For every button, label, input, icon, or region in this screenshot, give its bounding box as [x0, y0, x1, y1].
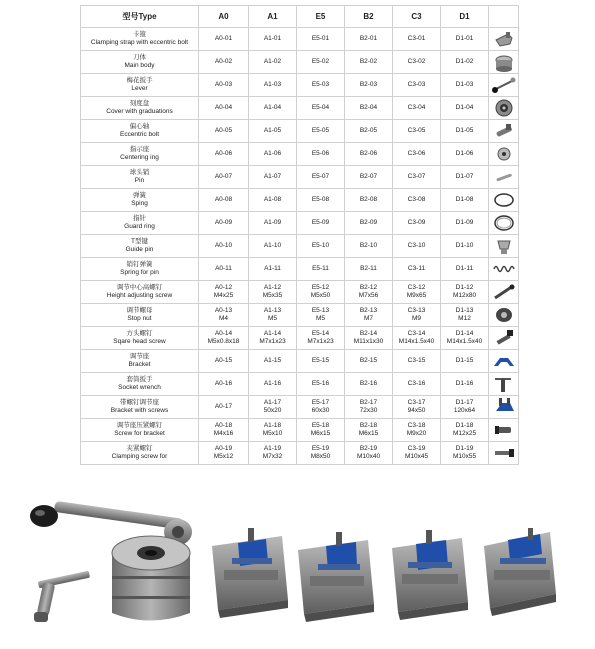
part-number-cell: D1-17 120x64	[441, 396, 489, 419]
part-number-cell: A1-07	[249, 166, 297, 189]
part-number-cell: A0-03	[199, 74, 249, 97]
header-e5: E5	[297, 6, 345, 28]
part-image-cell	[489, 28, 519, 51]
part-name-en: Bracket with screws	[110, 407, 169, 414]
part-number-cell: D1-16	[441, 373, 489, 396]
part-name	[81, 189, 199, 212]
part-number-cell: A0-15	[199, 350, 249, 373]
part-number-cell: A0-02	[199, 51, 249, 74]
part-number-cell: B2-06	[345, 143, 393, 166]
part-number-cell: B2-04	[345, 97, 393, 120]
part-number-cell: B2-16	[345, 373, 393, 396]
part-name-cn: 销钉弹簧	[126, 261, 153, 268]
part-name	[81, 373, 199, 396]
part-name	[81, 28, 199, 51]
header-a1: A1	[249, 6, 297, 28]
table-row	[81, 143, 519, 166]
part-number-cell: A1-10	[249, 235, 297, 258]
part-name-cn: 调节座	[129, 353, 150, 360]
part-name	[81, 235, 199, 258]
part-number-cell: B2-18 M6x15	[345, 419, 393, 442]
part-number-cell: D1-18 M12x25	[441, 419, 489, 442]
holder-1-icon	[212, 528, 288, 618]
part-number-cell: A1-05	[249, 120, 297, 143]
part-number-cell: D1-09	[441, 212, 489, 235]
part-number-cell: C3-13 M9	[393, 304, 441, 327]
part-number-cell: D1-13 M12	[441, 304, 489, 327]
table-row	[81, 212, 519, 235]
part-name	[81, 442, 199, 465]
part-image-cell	[489, 235, 519, 258]
table-row	[81, 235, 519, 258]
table-row	[81, 74, 519, 97]
part-number-cell: A1-03	[249, 74, 297, 97]
part-name-en: Guard ring	[124, 223, 155, 230]
part-number-cell: A1-06	[249, 143, 297, 166]
graduated-cover-icon	[490, 97, 518, 119]
part-number-cell: E5-12 M5x50	[297, 281, 345, 304]
part-number-cell: D1-07	[441, 166, 489, 189]
part-name-en: Lever	[131, 85, 148, 92]
part-number-cell: A0-09	[199, 212, 249, 235]
part-number-cell: D1-04	[441, 97, 489, 120]
header-image	[489, 6, 519, 28]
guide-pin-icon	[490, 235, 518, 257]
part-number-cell: C3-15	[393, 350, 441, 373]
part-number-cell: E5-02	[297, 51, 345, 74]
part-name-cn: 套筒扳手	[126, 376, 153, 383]
table-header-row	[81, 6, 519, 28]
part-name-en: Spring for pin	[120, 269, 159, 276]
part-name	[81, 327, 199, 350]
lever-icon	[490, 74, 518, 96]
part-number-cell: A0-12 M4x25	[199, 281, 249, 304]
square-head-screw-icon	[490, 327, 518, 349]
table-row	[81, 28, 519, 51]
part-number-cell: D1-15	[441, 350, 489, 373]
part-number-cell: A1-14 M7x1x23	[249, 327, 297, 350]
part-number-cell: B2-11	[345, 258, 393, 281]
part-number-cell: B2-13 M7	[345, 304, 393, 327]
part-name-en: Screw for bracket	[114, 430, 165, 437]
part-name-cn: 夹紧螺钉	[126, 445, 153, 452]
part-name-en: Eccentric bolt	[119, 131, 160, 138]
part-name-cn: 调节螺母	[126, 307, 153, 314]
part-number-cell: A1-02	[249, 51, 297, 74]
part-number-cell: C3-10	[393, 235, 441, 258]
main-body-icon	[490, 51, 518, 73]
part-name-en: Bracket	[128, 361, 151, 368]
part-image-cell	[489, 419, 519, 442]
part-number-cell: A1-15	[249, 350, 297, 373]
part-image-cell	[489, 442, 519, 465]
table-row	[81, 166, 519, 189]
part-number-cell: D1-08	[441, 189, 489, 212]
eccentric-bolt-icon	[490, 120, 518, 142]
tool-post-icon	[30, 501, 192, 621]
table-row	[81, 258, 519, 281]
part-number-cell: B2-14 M11x1x30	[345, 327, 393, 350]
part-number-cell: A0-04	[199, 97, 249, 120]
pin-icon	[490, 166, 518, 188]
part-number-cell: D1-11	[441, 258, 489, 281]
part-number-cell: C3-08	[393, 189, 441, 212]
part-number-cell: D1-03	[441, 74, 489, 97]
part-image-cell	[489, 281, 519, 304]
part-number-cell: D1-05	[441, 120, 489, 143]
part-name-cn: 弹簧	[133, 192, 146, 199]
header-c3: C3	[393, 6, 441, 28]
part-number-cell: A1-18 M5x10	[249, 419, 297, 442]
part-name-en: Clamping screw for	[111, 453, 168, 460]
part-number-cell: D1-10	[441, 235, 489, 258]
header-a0: A0	[199, 6, 249, 28]
part-number-cell: E5-11	[297, 258, 345, 281]
part-name-cn: 调节中心高螺钉	[116, 284, 163, 291]
t-wrench-icon	[34, 571, 90, 622]
part-number-cell: A1-08	[249, 189, 297, 212]
holder-2-icon	[298, 532, 374, 622]
part-image-cell	[489, 373, 519, 396]
part-image-cell	[489, 304, 519, 327]
part-number-cell: B2-12 M7x56	[345, 281, 393, 304]
part-image-cell	[489, 327, 519, 350]
part-number-cell: B2-10	[345, 235, 393, 258]
part-name-en: Main body	[124, 62, 155, 69]
part-name-cn: 球头销	[129, 169, 150, 176]
part-number-cell: C3-11	[393, 258, 441, 281]
part-image-cell	[489, 396, 519, 419]
part-name-cn: T型键	[131, 238, 148, 245]
part-name	[81, 166, 199, 189]
part-number-cell: C3-16	[393, 373, 441, 396]
part-name	[81, 396, 199, 419]
part-number-cell: A1-12 M5x35	[249, 281, 297, 304]
part-name	[81, 97, 199, 120]
part-name-en: Centering ing	[120, 154, 159, 161]
part-name	[81, 281, 199, 304]
part-number-cell: C3-09	[393, 212, 441, 235]
part-number-cell: C3-01	[393, 28, 441, 51]
part-image-cell	[489, 51, 519, 74]
part-number-cell: A0-17	[199, 396, 249, 419]
part-number-cell: A0-07	[199, 166, 249, 189]
part-number-cell: E5-03	[297, 74, 345, 97]
part-name-en: Sping	[131, 200, 148, 207]
part-name-cn: 指针	[133, 215, 146, 222]
holder-4-icon	[484, 528, 556, 616]
part-number-cell: E5-05	[297, 120, 345, 143]
part-number-cell: A0-13 M4	[199, 304, 249, 327]
header-type: 型号Type	[81, 6, 199, 28]
part-number-cell: A0-16	[199, 373, 249, 396]
part-number-cell: D1-12 M12x80	[441, 281, 489, 304]
part-number-cell: C3-07	[393, 166, 441, 189]
part-number-cell: E5-08	[297, 189, 345, 212]
part-image-cell	[489, 120, 519, 143]
bracket-icon	[490, 350, 518, 372]
part-name	[81, 51, 199, 74]
part-number-cell: E5-19 M8x50	[297, 442, 345, 465]
clamping-strap-icon	[490, 28, 518, 50]
part-number-cell: A0-11	[199, 258, 249, 281]
part-name-cn: 指示座	[129, 146, 150, 153]
part-number-cell: E5-14 M7x1x23	[297, 327, 345, 350]
part-number-cell: C3-06	[393, 143, 441, 166]
part-number-cell: B2-02	[345, 51, 393, 74]
part-number-cell: B2-01	[345, 28, 393, 51]
part-name	[81, 350, 199, 373]
part-number-cell: A0-01	[199, 28, 249, 51]
part-name-cn: 卡箍	[133, 31, 146, 38]
part-name	[81, 212, 199, 235]
centering-ring-icon	[490, 143, 518, 165]
part-number-cell: A0-08	[199, 189, 249, 212]
part-number-cell: E5-04	[297, 97, 345, 120]
part-image-cell	[489, 350, 519, 373]
part-number-cell: D1-14 M14x1.5x40	[441, 327, 489, 350]
part-number-cell: B2-09	[345, 212, 393, 235]
part-number-cell: B2-15	[345, 350, 393, 373]
part-number-cell: E5-10	[297, 235, 345, 258]
part-number-cell: A0-19 M5x12	[199, 442, 249, 465]
table-row	[81, 419, 519, 442]
part-number-cell: D1-19 M10x55	[441, 442, 489, 465]
part-number-cell: A1-13 M5	[249, 304, 297, 327]
part-name-cn: 带螺钉调节座	[120, 399, 159, 406]
part-name-en: Height adjusting screw	[106, 292, 173, 299]
part-number-cell: B2-03	[345, 74, 393, 97]
part-number-cell: A1-04	[249, 97, 297, 120]
part-number-cell: C3-14 M14x1.5x40	[393, 327, 441, 350]
part-number-cell: E5-09	[297, 212, 345, 235]
part-number-cell: B2-07	[345, 166, 393, 189]
table-row	[81, 350, 519, 373]
part-number-cell: E5-17 60x30	[297, 396, 345, 419]
part-name-en: Socket wrench	[118, 384, 161, 391]
header-b2: B2	[345, 6, 393, 28]
part-name-en: Sqare head screw	[113, 338, 166, 345]
part-number-cell: E5-15	[297, 350, 345, 373]
part-number-cell: A0-10	[199, 235, 249, 258]
part-name-en: Pin	[134, 177, 145, 184]
part-name-cn: 方头螺钉	[126, 330, 153, 337]
part-number-cell: E5-07	[297, 166, 345, 189]
part-number-cell: E5-01	[297, 28, 345, 51]
part-number-cell: B2-08	[345, 189, 393, 212]
guard-ring-icon	[490, 212, 518, 234]
part-number-cell: C3-05	[393, 120, 441, 143]
part-number-cell: A0-06	[199, 143, 249, 166]
table-row	[81, 97, 519, 120]
holder-3-icon	[392, 530, 468, 620]
part-image-cell	[489, 97, 519, 120]
part-number-cell: C3-12 M9x65	[393, 281, 441, 304]
part-name	[81, 74, 199, 97]
part-number-cell: D1-02	[441, 51, 489, 74]
product-photo	[0, 488, 595, 649]
part-number-cell: A1-09	[249, 212, 297, 235]
part-number-cell: A1-16	[249, 373, 297, 396]
part-number-cell: E5-13 M5	[297, 304, 345, 327]
part-number-cell: A0-05	[199, 120, 249, 143]
table-row	[81, 281, 519, 304]
part-name-cn: 调节座压紧螺钉	[116, 422, 163, 429]
part-name-cn: 梅花扳手	[126, 77, 153, 84]
part-name-cn: 刀体	[133, 54, 146, 61]
part-number-cell: B2-05	[345, 120, 393, 143]
part-name	[81, 258, 199, 281]
clamping-screw-icon	[490, 442, 518, 464]
part-name	[81, 143, 199, 166]
table-row	[81, 304, 519, 327]
part-number-cell: A0-14 M5x0.8x18	[199, 327, 249, 350]
part-number-cell: B2-17 72x30	[345, 396, 393, 419]
part-number-cell: D1-06	[441, 143, 489, 166]
header-d1: D1	[441, 6, 489, 28]
part-name-en: Guide pin	[125, 246, 154, 253]
part-number-cell: C3-04	[393, 97, 441, 120]
table-row	[81, 396, 519, 419]
part-number-cell: E5-06	[297, 143, 345, 166]
part-name	[81, 419, 199, 442]
part-number-cell: A0-18 M4x16	[199, 419, 249, 442]
part-image-cell	[489, 212, 519, 235]
bracket-screw-icon	[490, 419, 518, 441]
table-row	[81, 51, 519, 74]
part-number-cell: C3-03	[393, 74, 441, 97]
part-name-en: Stop nut	[127, 315, 152, 322]
part-image-cell	[489, 258, 519, 281]
adjusting-screw-icon	[490, 281, 518, 303]
spring-ring-icon	[490, 189, 518, 211]
stop-nut-icon	[490, 304, 518, 326]
coil-spring-icon	[490, 258, 518, 280]
table-row	[81, 442, 519, 465]
part-name-cn: 刻度盘	[129, 100, 150, 107]
parts-table	[80, 5, 519, 465]
part-number-cell: E5-18 M6x15	[297, 419, 345, 442]
part-number-cell: A1-17 50x20	[249, 396, 297, 419]
table-row	[81, 120, 519, 143]
part-number-cell: A1-01	[249, 28, 297, 51]
bracket-with-screws-icon	[490, 396, 518, 418]
table-row	[81, 327, 519, 350]
part-name	[81, 304, 199, 327]
part-number-cell: A1-11	[249, 258, 297, 281]
part-name-en: Clamping strap with eccentric bolt	[90, 39, 189, 46]
part-image-cell	[489, 166, 519, 189]
part-number-cell: C3-18 M9x20	[393, 419, 441, 442]
part-name-en: Cover with graduations	[106, 108, 173, 115]
part-number-cell: C3-02	[393, 51, 441, 74]
part-name	[81, 120, 199, 143]
part-number-cell: B2-19 M10x40	[345, 442, 393, 465]
table-row	[81, 189, 519, 212]
part-number-cell: D1-01	[441, 28, 489, 51]
part-image-cell	[489, 74, 519, 97]
part-image-cell	[489, 189, 519, 212]
part-number-cell: C3-19 M10x45	[393, 442, 441, 465]
table-row	[81, 373, 519, 396]
part-number-cell: E5-16	[297, 373, 345, 396]
part-number-cell: A1-19 M7x32	[249, 442, 297, 465]
socket-wrench-icon	[490, 373, 518, 395]
part-image-cell	[489, 143, 519, 166]
part-name-cn: 偏心轴	[129, 123, 150, 130]
part-number-cell: C3-17 94x50	[393, 396, 441, 419]
